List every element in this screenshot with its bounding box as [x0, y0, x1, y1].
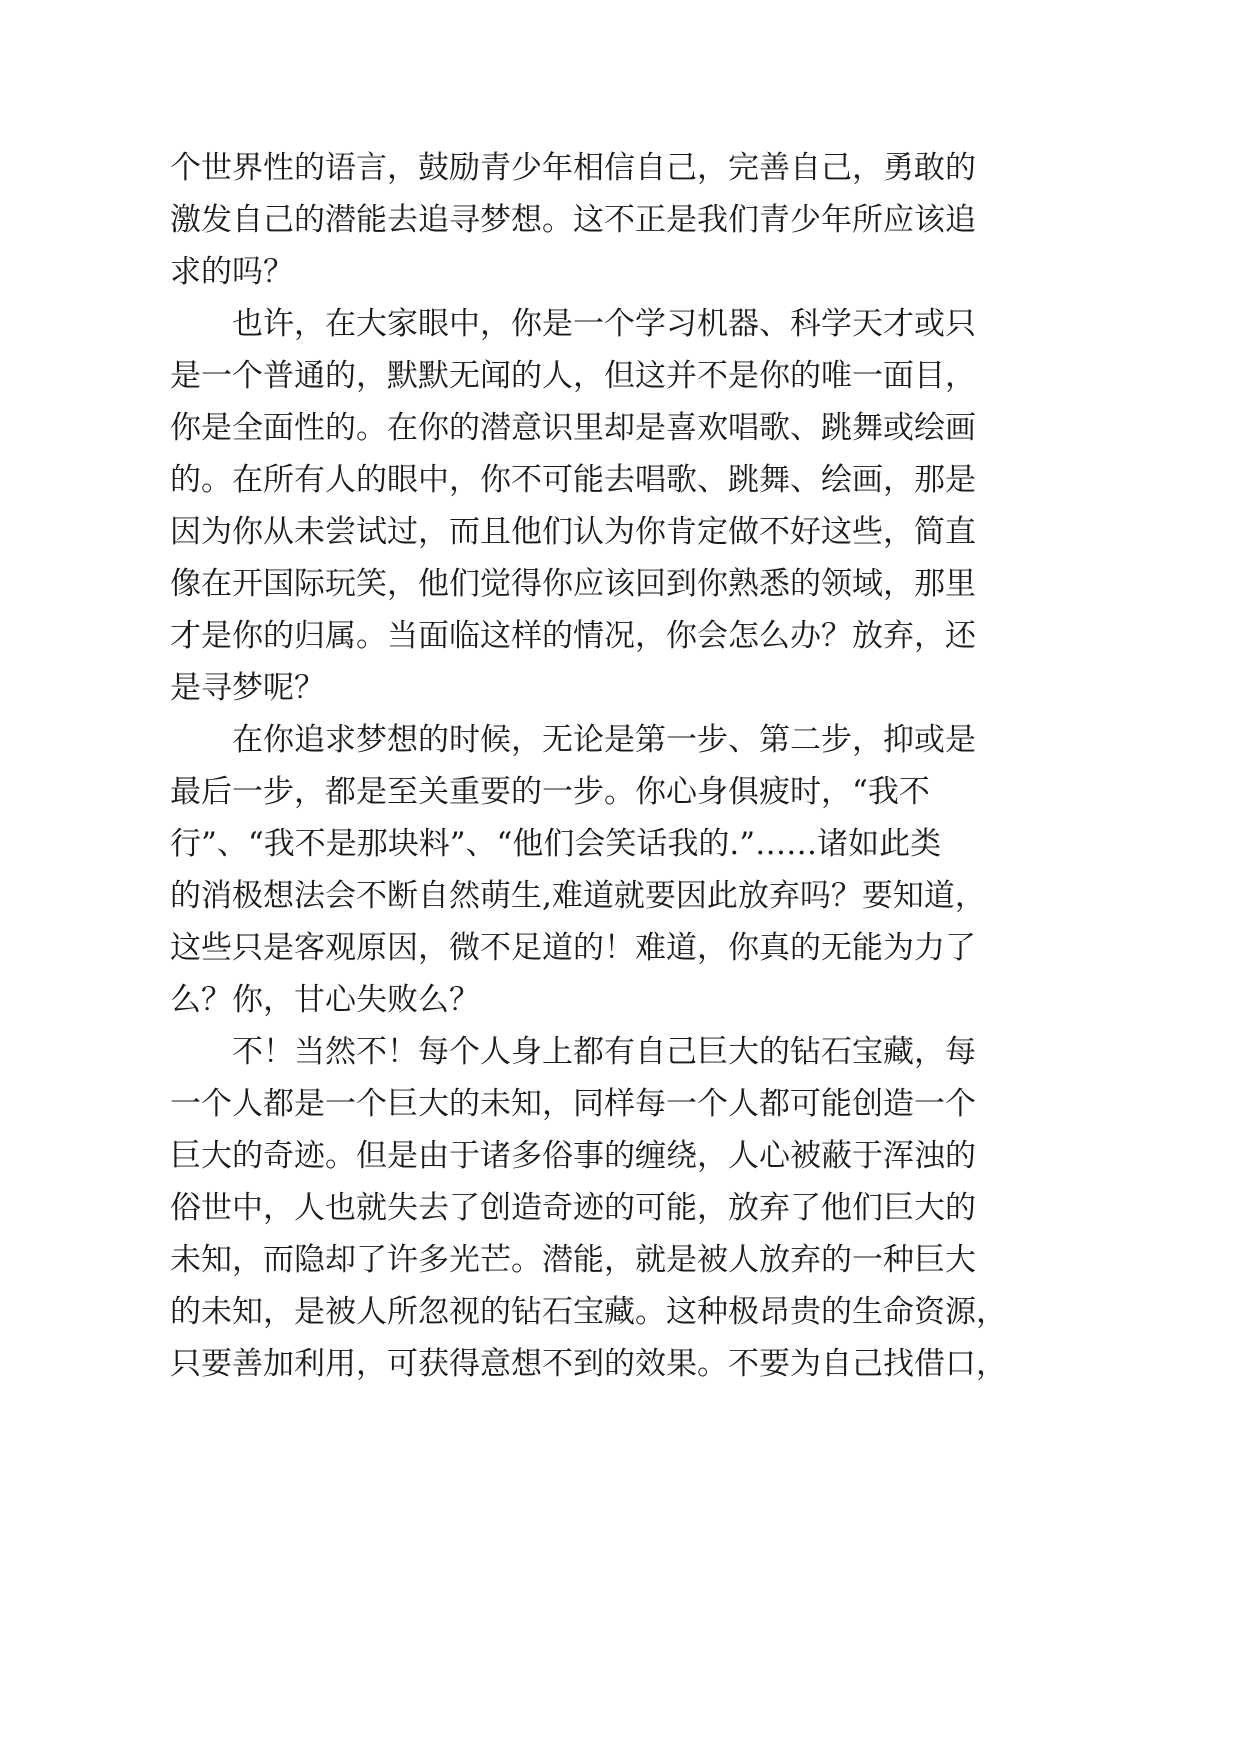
paragraph-first-line: 也许，在大家眼中，你是一个学习机器、科学天才或只	[232, 306, 976, 342]
paragraph-first-line: 不！当然不！每个人身上都有自己巨大的钻石宝藏，每	[232, 1034, 976, 1070]
body-text-line: 才是你的归属。当面临这样的情况，你会怎么办？放弃，还	[170, 618, 976, 654]
body-text-line: 是一个普通的，默默无闻的人，但这并不是你的唯一面目，	[170, 358, 976, 394]
body-text-line: 么？你，甘心失败么？	[170, 982, 480, 1018]
body-text-line: 巨大的奇迹。但是由于诸多俗事的缠绕，人心被蔽于浑浊的	[170, 1138, 976, 1174]
body-text-line: 求的吗？	[170, 254, 294, 290]
body-text-line: 激发自己的潜能去追寻梦想。这不正是我们青少年所应该追	[170, 202, 976, 238]
body-text-line: 的。在所有人的眼中，你不可能去唱歌、跳舞、绘画，那是	[170, 462, 976, 498]
body-text-line: 只要善加利用，可获得意想不到的效果。不要为自己找借口，	[170, 1346, 1007, 1382]
body-text-line: 一个人都是一个巨大的未知，同样每一个人都可能创造一个	[170, 1086, 976, 1122]
paragraph-first-line: 在你追求梦想的时候，无论是第一步、第二步，抑或是	[232, 722, 976, 758]
body-text-line: 未知，而隐却了许多光芒。潜能，就是被人放弃的一种巨大	[170, 1242, 976, 1278]
body-text-line: 个世界性的语言，鼓励青少年相信自己，完善自己，勇敢的	[170, 150, 976, 186]
body-text-line: 最后一步，都是至关重要的一步。你心身俱疲时，“我不	[170, 774, 930, 810]
body-text-line: 因为你从未尝试过，而且他们认为你肯定做不好这些，简直	[170, 514, 976, 550]
body-text-line: 这些只是客观原因，微不足道的！难道，你真的无能为力了	[170, 930, 976, 966]
body-text-line: 的未知，是被人所忽视的钻石宝藏。这种极昂贵的生命资源，	[170, 1294, 1007, 1330]
body-text-line: 像在开国际玩笑，他们觉得你应该回到你熟悉的领域，那里	[170, 566, 976, 602]
body-text-line: 你是全面性的。在你的潜意识里却是喜欢唱歌、跳舞或绘画	[170, 410, 976, 446]
body-text-line: 行”、“我不是那块料”、“他们会笑话我的.”……诸如此类	[170, 826, 942, 862]
body-text-line: 的消极想法会不断自然萌生,难道就要因此放弃吗？要知道，	[170, 878, 986, 914]
body-text-line: 俗世中，人也就失去了创造奇迹的可能，放弃了他们巨大的	[170, 1190, 976, 1226]
body-text-line: 是寻梦呢？	[170, 670, 325, 706]
